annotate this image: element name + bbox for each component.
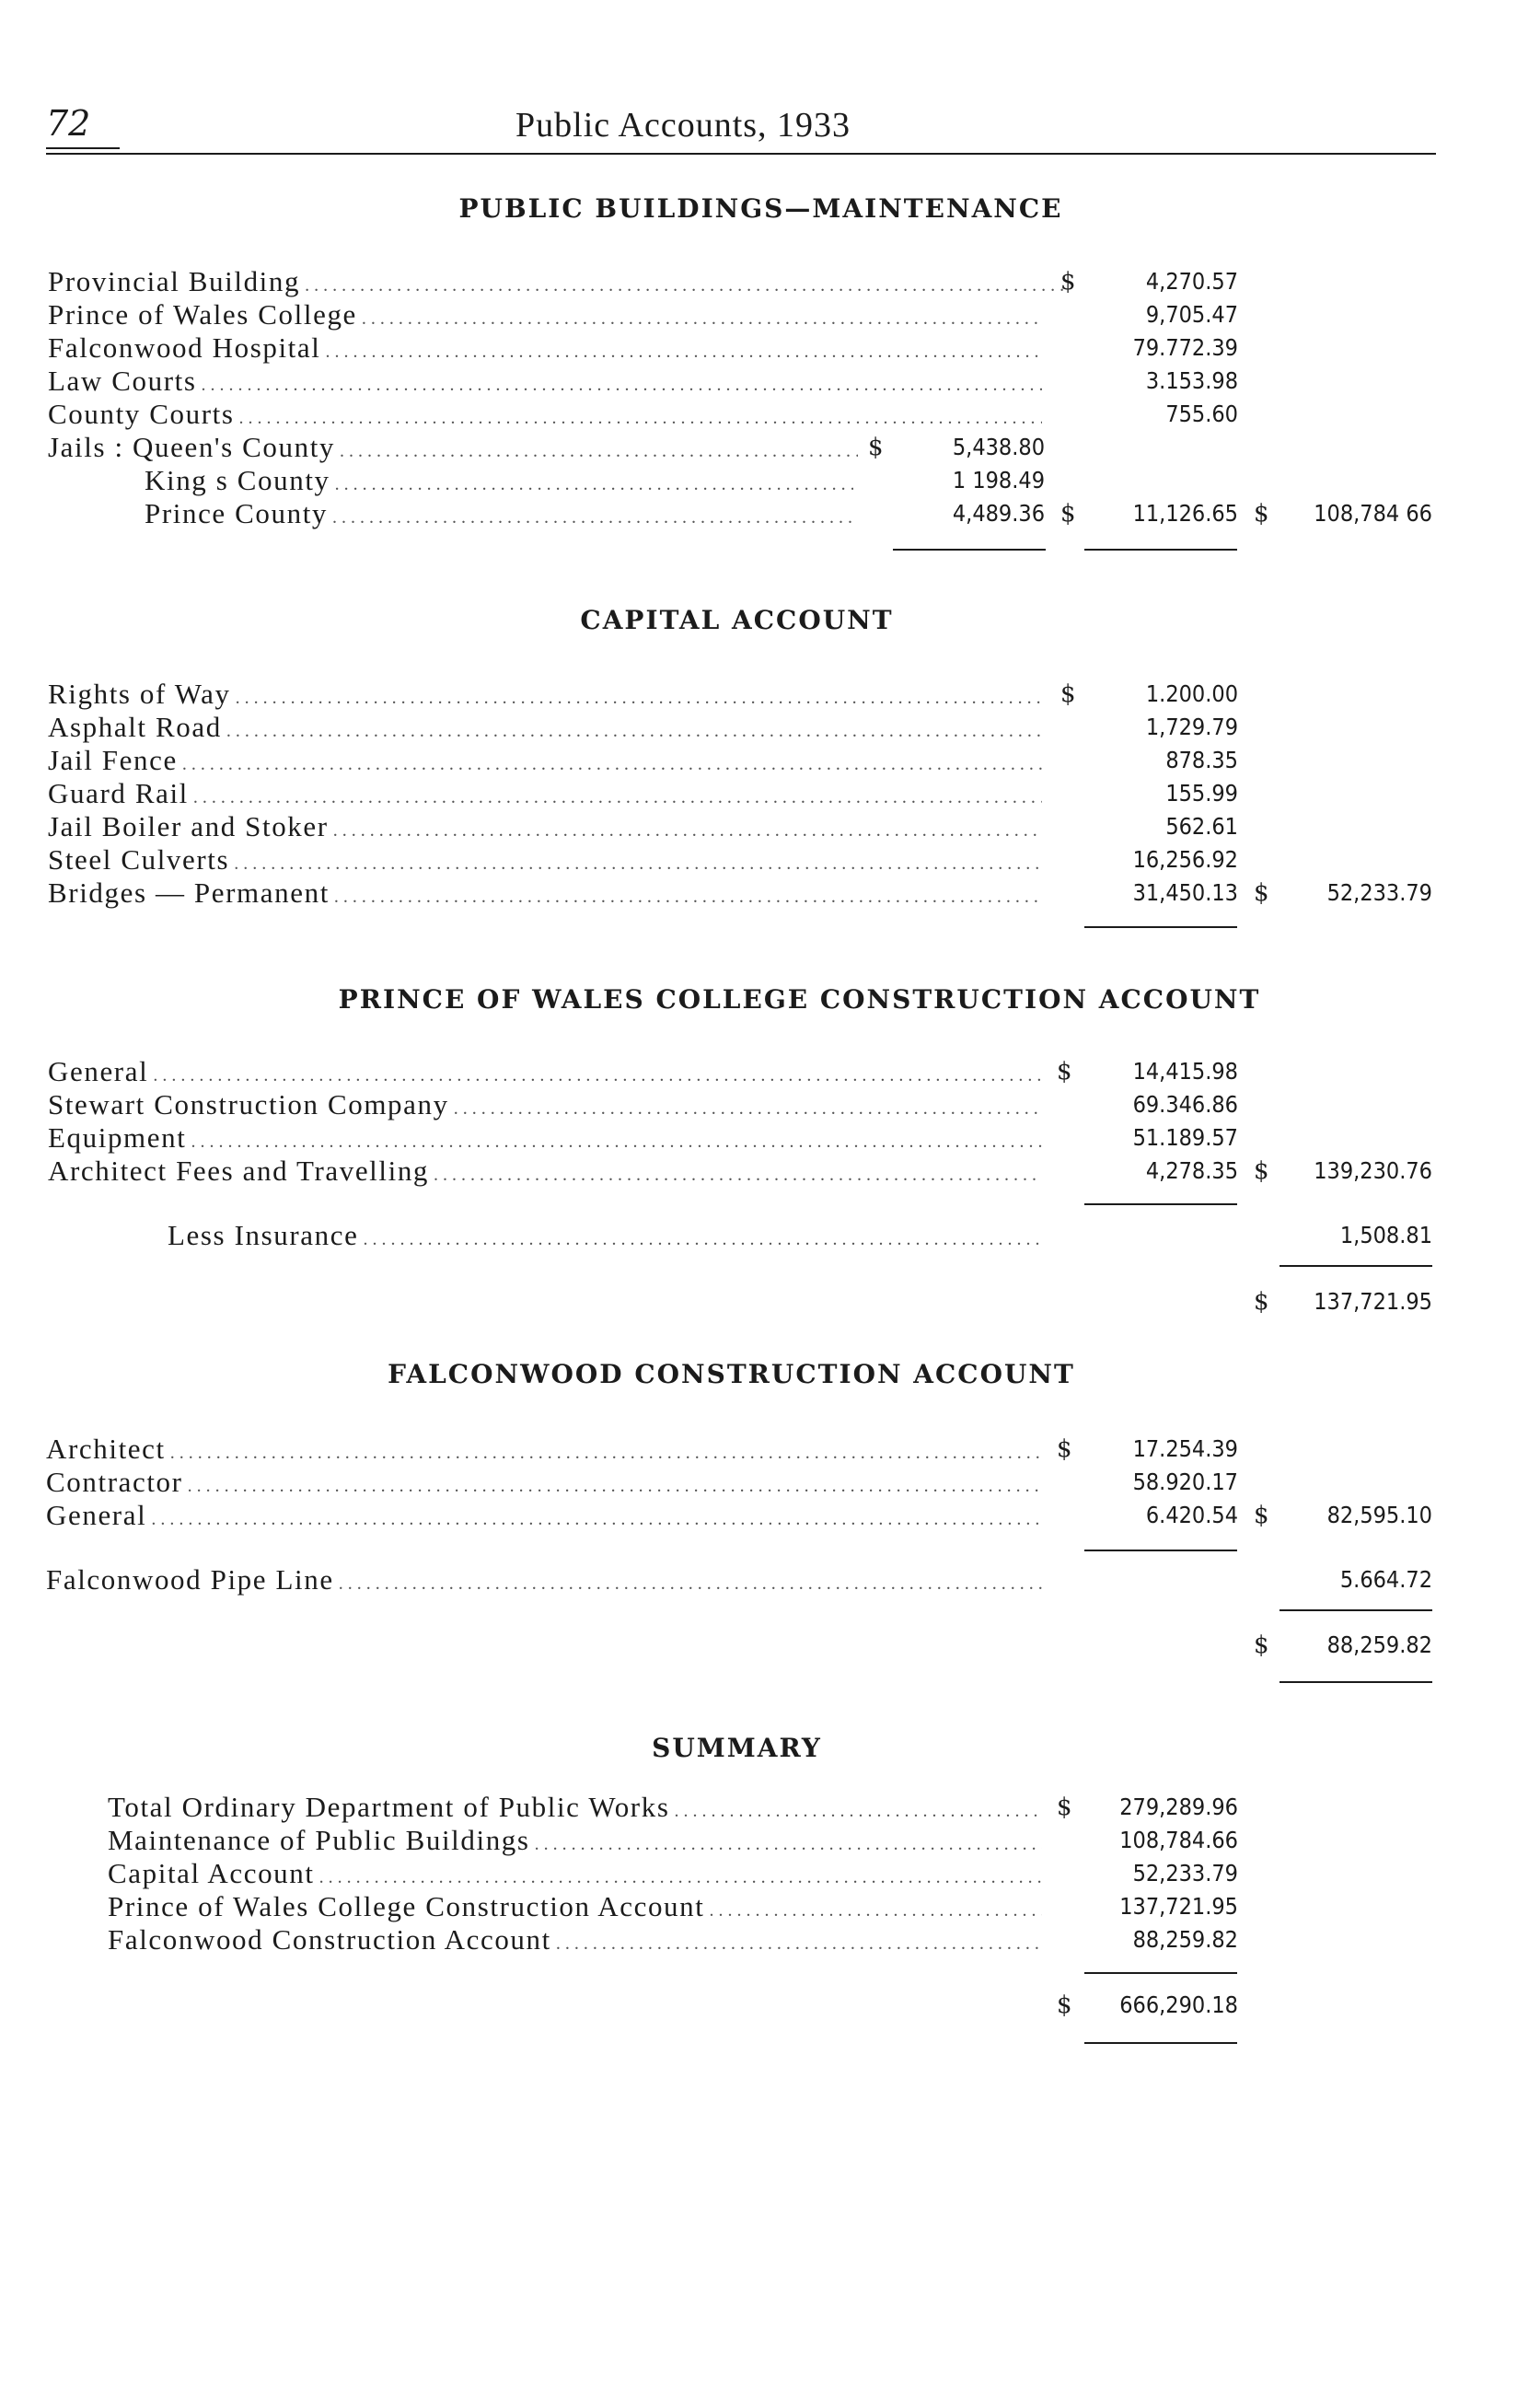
item-amount: 88,259.82 (1132, 1926, 1238, 1953)
item-label: Stewart Construction Company . . . (48, 1089, 1042, 1124)
section-title-summary: SUMMARY (652, 1733, 822, 1763)
subtotal-amount: 139,230.76 (1314, 1157, 1432, 1184)
total-rule (1279, 1681, 1432, 1683)
item-label: Falconwood Pipe Line . . . (46, 1564, 1042, 1599)
item-amount: 155.99 (1165, 780, 1238, 807)
item-label: County Courts . . . (48, 399, 1042, 434)
header-rule (46, 153, 1436, 155)
item-label: Architect . . . (46, 1434, 1042, 1468)
currency-symbol: $ (1057, 1794, 1072, 1821)
item-label: Prince County . . . (145, 498, 853, 533)
item-amount: 4,489.36 (952, 500, 1045, 527)
item-label: Jail Boiler and Stoker . . . (48, 811, 1042, 846)
item-amount: 79.772.39 (1132, 334, 1238, 361)
item-amount: 1,729.79 (1145, 714, 1238, 740)
item-amount: 58.920.17 (1132, 1468, 1238, 1495)
item-amount: 878.35 (1165, 747, 1238, 773)
item-label: Equipment . . . (48, 1122, 1042, 1157)
item-label: Asphalt Road . . . (48, 712, 1042, 747)
page-number-underline (46, 147, 120, 149)
section-title-capital: CAPITAL ACCOUNT (580, 605, 894, 635)
currency-symbol: $ (1254, 500, 1269, 528)
page-number: 72 (46, 103, 91, 144)
item-label: Capital Account . . . (108, 1858, 1042, 1893)
item-label: Jail Fence . . . (48, 745, 1042, 780)
item-label: Contractor . . . (46, 1467, 1042, 1502)
item-label: Total Ordinary Department of Public Works . . . (108, 1792, 1042, 1827)
item-amount: 6.420.54 (1145, 1502, 1238, 1528)
currency-symbol: $ (1057, 1058, 1072, 1085)
currency-symbol: $ (1060, 268, 1076, 296)
total-rule (1279, 1265, 1432, 1267)
item-label: General . . . (46, 1500, 1042, 1535)
item-label: Guard Rail . . . (48, 778, 1042, 813)
item-amount: 17.254.39 (1132, 1435, 1238, 1462)
item-label: Maintenance of Public Buildings . . . (108, 1825, 1042, 1860)
item-amount: 52,233.79 (1132, 1860, 1238, 1886)
item-amount: 51.189.57 (1132, 1124, 1238, 1151)
item-amount: 69.346.86 (1132, 1091, 1238, 1118)
item-amount: 5.664.72 (1339, 1566, 1432, 1593)
currency-symbol: $ (868, 434, 884, 461)
item-label: Steel Culverts . . . (48, 844, 1042, 879)
item-amount: 1,508.81 (1339, 1222, 1432, 1248)
item-label: Architect Fees and Travelling . . . (48, 1155, 1042, 1190)
item-label: General . . . (48, 1056, 1042, 1091)
item-amount: 108,784.66 (1119, 1827, 1238, 1853)
item-label: Law Courts . . . (48, 366, 1042, 400)
total-rule (1084, 2042, 1237, 2044)
item-label: Falconwood Construction Account . . . (108, 1924, 1042, 1959)
item-label: Less Insurance . . . (168, 1220, 1042, 1255)
item-amount: 3.153.98 (1145, 367, 1238, 394)
currency-symbol: $ (1254, 1502, 1269, 1529)
item-label: Prince of Wales College Construction Account . . . (108, 1891, 1042, 1926)
total-rule (1084, 1550, 1237, 1551)
subtotal-amount: 11,126.65 (1132, 500, 1238, 527)
section-total: 108,784 66 (1314, 500, 1432, 527)
item-amount: 137,721.95 (1119, 1893, 1238, 1920)
item-label: Jails : Queen's County . . . (48, 432, 858, 467)
currency-symbol: $ (1057, 1435, 1072, 1463)
item-amount: 4,270.57 (1145, 268, 1238, 295)
item-amount: 562.61 (1165, 813, 1238, 840)
item-amount: 1 198.49 (952, 467, 1045, 493)
currency-symbol: $ (1254, 1157, 1269, 1185)
item-amount: 31,450.13 (1132, 879, 1238, 906)
item-amount: 279,289.96 (1119, 1794, 1238, 1820)
item-label: Falconwood Hospital . . . (48, 332, 1042, 367)
section-total: 88,259.82 (1326, 1631, 1432, 1658)
item-amount: 14,415.98 (1132, 1058, 1238, 1085)
total-rule (1084, 1972, 1237, 1974)
subtotal-amount: 82,595.10 (1326, 1502, 1432, 1528)
grand-total: 666,290.18 (1119, 1991, 1238, 2018)
item-amount: 755.60 (1165, 400, 1238, 427)
currency-symbol: $ (1254, 1288, 1269, 1316)
item-amount: 5,438.80 (952, 434, 1045, 460)
item-amount: 1.200.00 (1145, 680, 1238, 707)
section-title-pwc-construction: PRINCE OF WALES COLLEGE CONSTRUCTION ACCOUNT (338, 984, 1261, 1015)
currency-symbol: $ (1060, 500, 1076, 528)
item-label: Bridges — Permanent . . . (48, 877, 1042, 912)
section-total: 137,721.95 (1314, 1288, 1432, 1315)
total-rule (893, 549, 1046, 551)
total-rule (1084, 549, 1237, 551)
item-amount: 4,278.35 (1145, 1157, 1238, 1184)
item-amount: 9,705.47 (1145, 301, 1238, 328)
section-total: 52,233.79 (1326, 879, 1432, 906)
item-label: King s County . . . (145, 465, 853, 500)
section-title-maintenance: PUBLIC BUILDINGS—MAINTENANCE (458, 193, 1063, 224)
total-rule (1084, 926, 1237, 928)
item-amount: 16,256.92 (1132, 846, 1238, 873)
total-rule (1084, 1203, 1237, 1205)
item-label: Rights of Way . . . (48, 679, 1042, 714)
total-rule (1279, 1609, 1432, 1611)
currency-symbol: $ (1254, 879, 1269, 907)
currency-symbol: $ (1060, 680, 1076, 708)
item-label: Prince of Wales College . . . (48, 299, 1042, 334)
item-label: Provincial Building . . . (48, 266, 1070, 301)
running-title: Public Accounts, 1933 (515, 106, 851, 145)
currency-symbol: $ (1254, 1631, 1269, 1659)
section-title-falconwood: FALCONWOOD CONSTRUCTION ACCOUNT (388, 1359, 1075, 1389)
currency-symbol: $ (1057, 1991, 1072, 2019)
